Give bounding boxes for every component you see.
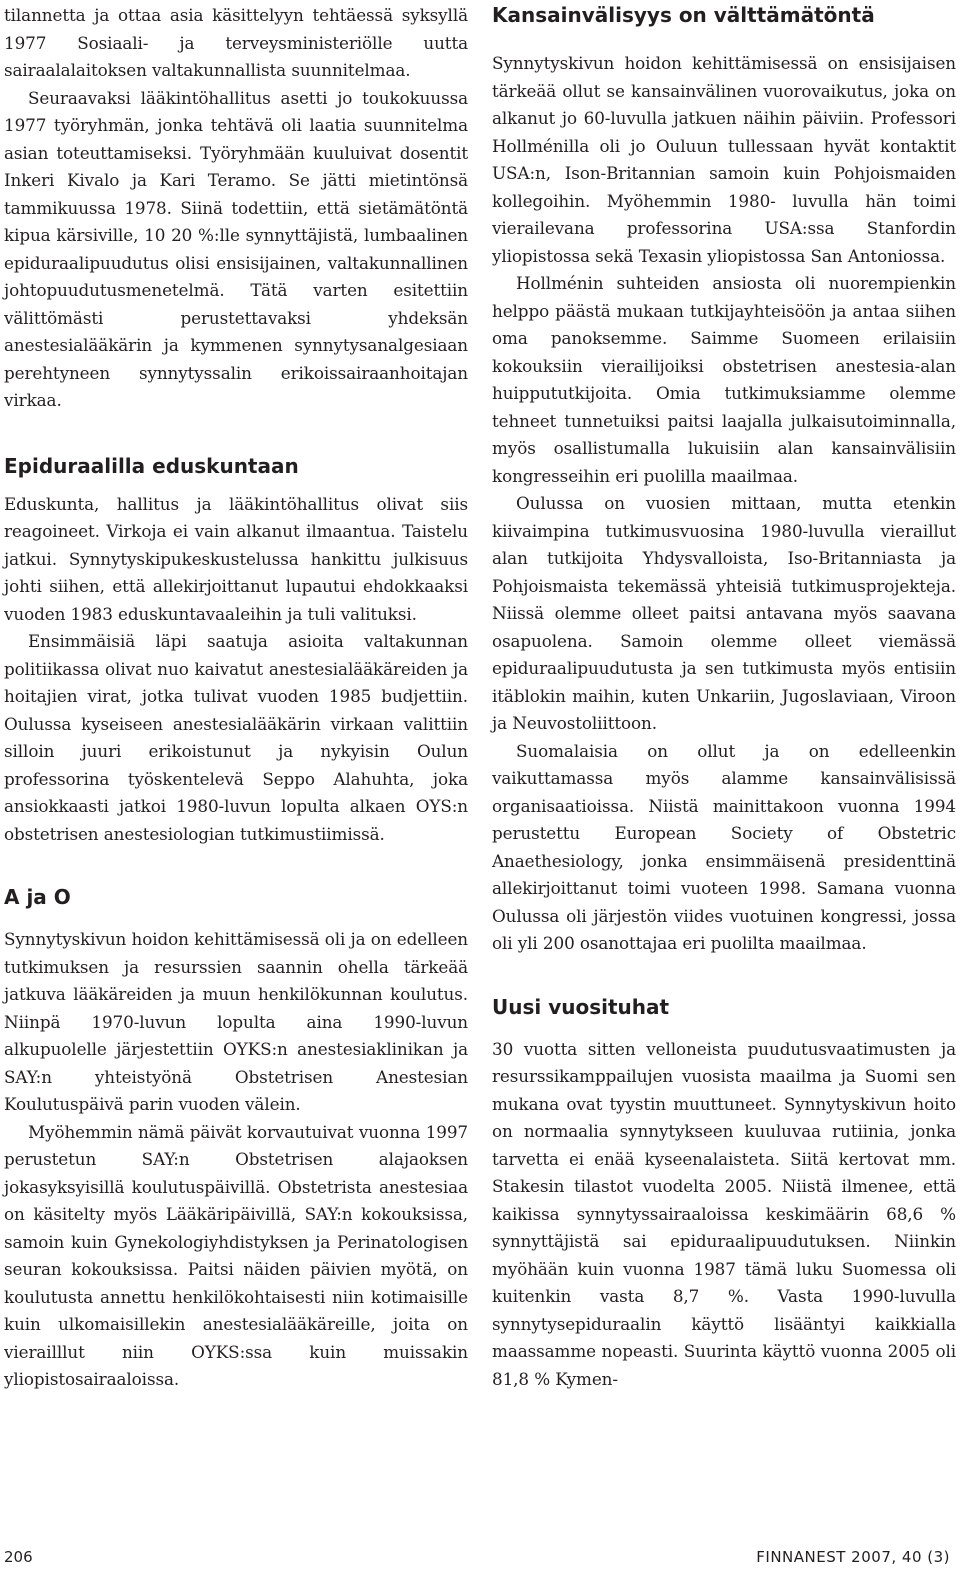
paragraph: Ensimmäisiä läpi saatuja asioita valtakunnan politiikassa olivat nuo kaivatut anestesialääkäreiden ja hoitajien virat, jotka tulivat vuoden 1985 budjettiin. Oulussa kyseiseen anestesialääkärin virkaan valittiin silloin juuri erikoistunut ja nykyisin Oulun professorina työskentelevä Seppo Alahuhta, joka ansiokkaasti jatkoi 1980-luvun lopulta alkaen OYS:n obstetrisen anestesiologian tutkimustiimissä. (4, 631, 468, 844)
section-heading: Kansainvälisyys on välttämätöntä (492, 3, 875, 27)
paragraph: Eduskunta, hallitus ja lääkintöhallitus olivat siis reagoineet. Virkoja ei vain alkanut ilmaantua. Taistelu jatkui. Synnytyskipukeskustelussa hankittu julkisuus johti siihen, että allekirjoittanut lupautui ehdokkaaksi vuoden 1983 eduskuntavaaleihin ja tuli valituksi. (4, 493, 468, 624)
right-column (492, 0, 956, 1393)
left-column (4, 0, 468, 1394)
paragraph: tilannetta ja ottaa asia käsittelyyn tehtäessä syksyllä 1977 Sosiaali- ja terveysministeriölle uutta sairaalalaitoksen valtakunnallista suunnitelmaa. (4, 5, 468, 80)
paragraph: Synnytyskivun hoidon kehittämisessä oli ja on edelleen tutkimuksen ja resurssien saannin ohella tärkeää jatkuva lääkäreiden ja muun henkilökunnan koulutus. Niinpä 1970-luvun lopulta aina 1990-luvun alkupuolelle järjestettiin OYKS:n anestesiaklinikan ja SAY:n yhteistyönä Obstetrisen Anestesian Koulutuspäivä parin vuoden välein. (4, 929, 468, 1114)
section-heading: Epiduraalilla eduskuntaan (4, 453, 299, 478)
paragraph: Myöhemmin nämä päivät korvautuivat vuonna 1997 perustetun SAY:n Obstetrisen alajaoksen jokasyksyisillä koulutuspäivillä. Obstetrista anestesiaa on käsitelty myös Lääkäripäivillä, SAY:n kokouksissa, samoin kuin Gynekologiyhdistyksen ja Perinatologisen seuran kokouksissa. Paitsi näiden päivien myötä, on koulutusta annettu henkilökohtaisesti niin kotimaisille kuin ulkomaisillekin anestesialääkäreille, joita on vierailllut niin OYKS:ssa kuin muissakin yliopistosairaaloissa. (4, 1121, 468, 1389)
paragraph: Hollménin suhteiden ansiosta oli nuorempienkin helppo päästä mukaan tutkijayhteisöön ja antaa siihen oma panoksemme. Saimme Suomeen erilaisiin kokouksiin vierailijoiksi obstetrisen anestesia-alan huippututkijoita. Omia tutkimuksiamme olemme tehneet tunnetuiksi paitsi laajalla julkaisutoiminnalla, myös osallistumalla lukuisiin alan kansainvälisiin kongresseihin eri puolilla maailmaa. (492, 273, 956, 486)
page-number: 206 (4, 1548, 33, 1566)
paragraph: 30 vuotta sitten velloneista puudutusvaatimusten ja resurssikamppailujen vuosista maailma ja Suomi sen mukana ovat tyystin muuttuneet. Synnytyskivun hoito on normaalia synnytykseen kuuluvaa rutiinia, jonka tarvetta ei enää kyseenalaisteta. Siitä kertovat mm. Stakesin tilastot vuodelta 2005. Niistä ilmenee, että kaikissa synnytyssairaaloissa keskimäärin 68,6 % synnyttäjistä sai epiduraalipuudutuksen. Niinkin myöhään kuin vuonna 1987 tämä luku Suomessa oli kuitenkin vasta 8,7 %. Vasta 1990-luvulla synnytysepiduraalin käyttö lisääntyi kaikkialla maassamme nopeasti. Suurinta käyttö vuonna 2005 oli 81,8 % Kymen- (492, 1038, 956, 1389)
paragraph: Seuraavaksi lääkintöhallitus asetti jo toukokuussa 1977 työryhmän, jonka tehtävä oli laatia suunnitelma asian toteuttamiseksi. Työryhmään kuuluivat dosentit Inkeri Kivalo ja Kari Teramo. Se jätti mietintönsä tammikuussa 1978. Siinä todettiin, että sietämätöntä kipua kärsiville, 10 20 %:lle synnyttäjistä, lumbaalinen epiduraalipuudutus olisi ensisijainen, valtakunnallinen johtopuudutusmenetelmä. Tätä varten esitettiin välittömästi perustettavaksi yhdeksän anestesialääkärin ja kymmenen synnytysanalgesiaan perehtyneen synnytyssalin erikoissairaanhoitajan virkaa. (4, 87, 468, 410)
journal-citation: FINNANEST 2007, 40 (3) (756, 1548, 950, 1566)
page-footer (4, 1544, 954, 1574)
paragraph: Suomalaisia on ollut ja on edelleenkin vaikuttamassa myös alamme kansainvälisissä organisaatioissa. Niistä mainittakoon vuonna 1994 perustettu European Society of Obstetric Anaethesiology, jonka ensimmäisenä presidenttinä allekirjoittanut toimi vuoteen 1998. Samana vuonna Oulussa oli järjestön viides vuotuinen kongressi, jossa oli yli 200 osanottajaa eri puolilta maailmaa. (492, 740, 956, 953)
section-heading: A ja O (4, 885, 71, 909)
paragraph: Oulussa on vuosien mittaan, mutta etenkin kiivaimpina tutkimusvuosina 1980-luvulla vieraillut alan tutkijoita Yhdysvalloista, Iso-Britanniasta ja Pohjoismaista tekemässä yhteisiä tutkimusprojekteja. Niissä olemme olleet paitsi antavana myös saavana osapuolena. Samoin olemme olleet viemässä epiduraalipuudutusta ja sen tutkimusta myös entisiin itäblokin maihin, kuten Unkariin, Jugoslaviaan, Viroon ja Neuvostoliittoon. (492, 493, 956, 733)
paragraph: Synnytyskivun hoidon kehittämisessä on ensisijaisen tärkeää ollut se kansainvälinen vuorovaikutus, joka on alkanut jo 60-luvulla jatkuen näihin päiviin. Professori Hollménilla oli jo Ouluun tullessaan hyvät kontaktit USA:n, Ison-Britannian samoin kuin Pohjoismaiden kollegoihin. Myöhemmin 1980- luvulla hän toimi vierailevana professorina USA:ssa Stanfordin yliopistossa sekä Texasin yliopistossa San Antoniossa. (492, 53, 956, 266)
section-heading: Uusi vuosituhat (492, 994, 670, 1019)
